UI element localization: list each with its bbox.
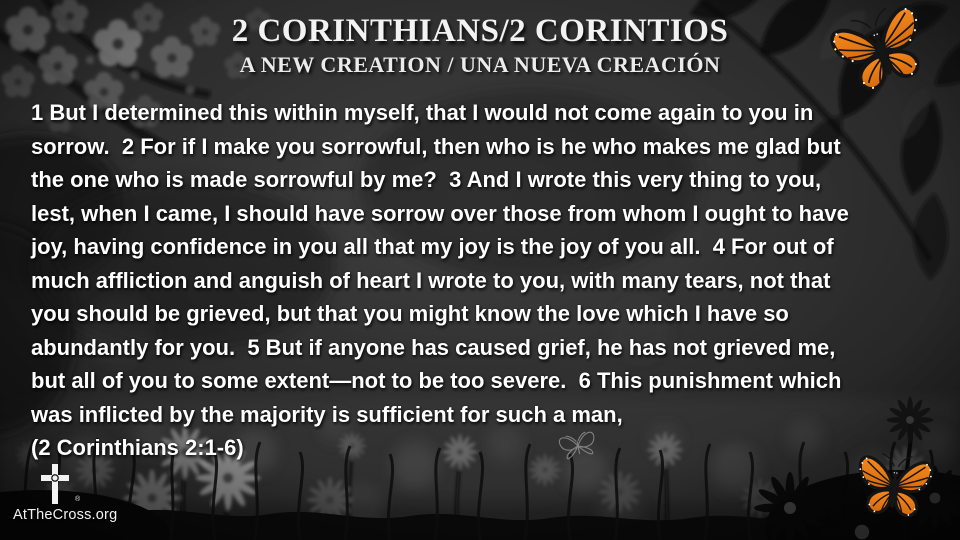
monarch-butterfly-bottom-icon [852, 446, 936, 530]
registered-mark: ® [75, 496, 81, 503]
verse-line: 1 But I determined this within myself, that I would not come again to you in [31, 100, 814, 125]
site-label: AtTheCross.org [13, 507, 118, 523]
cross-logo-icon [37, 462, 73, 506]
verse-line: the one who is made sorrowful by me? 3 And I wrote this very thing to you, [31, 167, 822, 192]
page-title: 2 CORINTHIANS/2 CORINTIOS [231, 13, 729, 49]
slide-header [0, 12, 960, 78]
verse-line: was inflicted by the majority is sufficient for such a man, [31, 401, 623, 427]
verse-line: but all of you to some extent—not to be too severe. 6 This punishment which [31, 368, 842, 393]
verse-line: sorrow. 2 For if I make you sorrowful, then who is he who makes me glad but [31, 133, 841, 159]
verse-reference: (2 Corinthians 2:1-6) [31, 435, 244, 460]
verse-line: lest, when I came, I should have sorrow over those from whom I ought to have [31, 200, 849, 226]
verse-line: joy, having confidence in you all that my joy is the joy of you all. 4 For out of [31, 234, 834, 259]
verse-line: you should be grieved, but that you might know the love which I have so [31, 301, 789, 326]
slide-subtitle: A NEW CREATION / UNA NUEVA CREACIÓN [239, 52, 721, 77]
scripture-text [31, 96, 849, 465]
verse-line: abundantly for you. 5 But if anyone has caused grief, he has not grieved me, [31, 334, 836, 360]
atthecross-logo [13, 462, 133, 523]
verse-line: much affliction and anguish of heart I wrote to you, with many tears, not that [31, 267, 831, 293]
